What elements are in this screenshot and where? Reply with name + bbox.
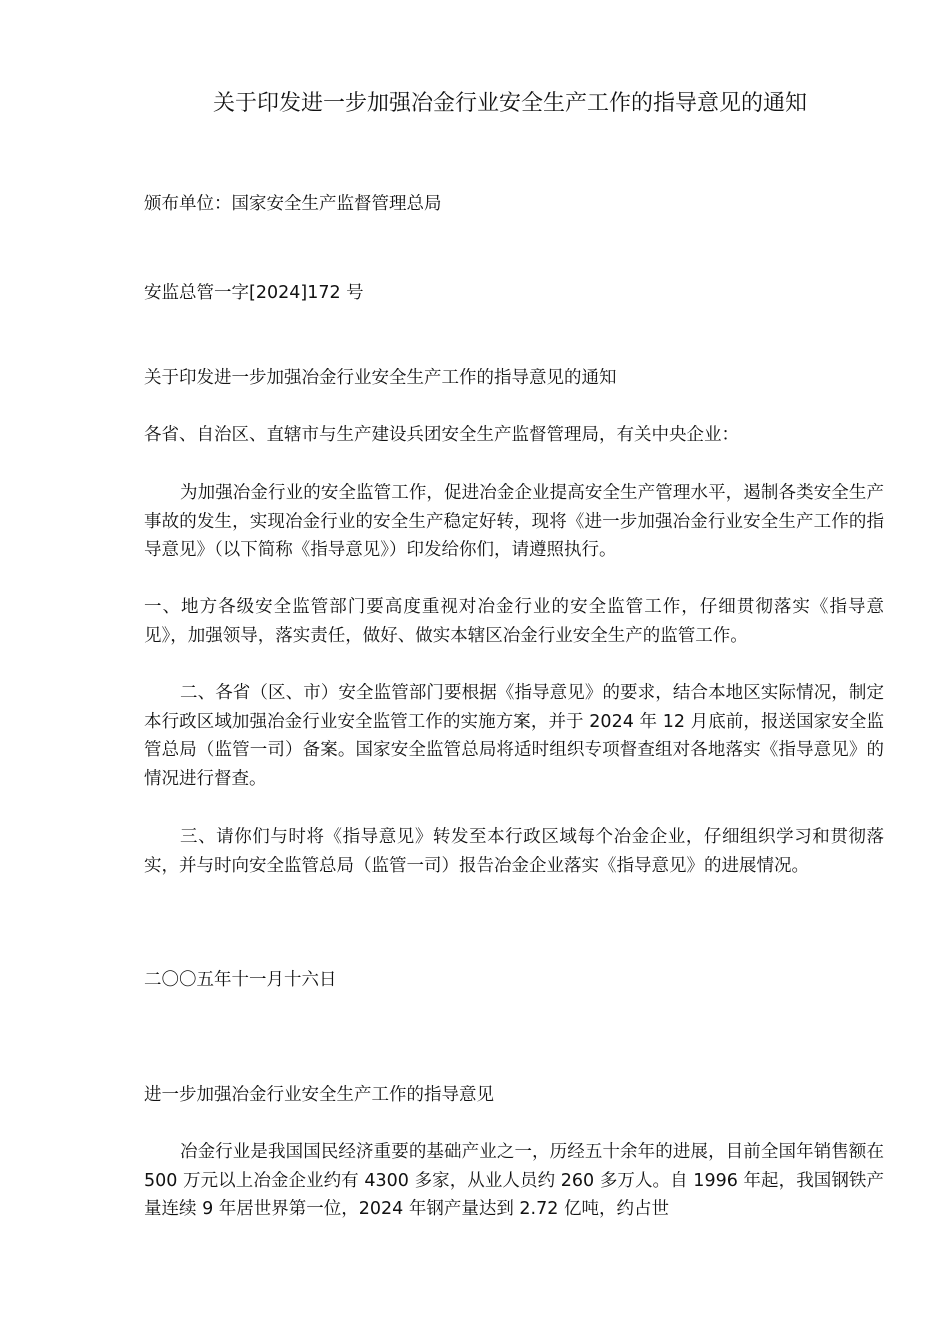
attachment-paragraph: 冶金行业是我国国民经济重要的基础产业之一，历经五十余年的进展，目前全国年销售额在 500 万元以上冶金企业约有 4300 多家，从业人员约 260 多万人。自 1996 年起，我国钢铁产量连续 9 年居世界第一位，2024 年钢产量达到 2.72 亿吨，约占世 (144, 1142, 884, 1219)
intro-paragraph: 为加强冶金行业的安全监管工作，促进冶金企业提高安全生产管理水平，遏制各类安全生产事故的发生，实现冶金行业的安全生产稳定好转，现将《进一步加强冶金行业安全生产工作的指导意见》（以下简称《指导意见》）印发给你们，请遵照执行。 (144, 483, 884, 560)
document-title: 关于印发进一步加强冶金行业安全生产工作的指导意见的通知 (212, 91, 807, 116)
item-2-paragraph: 二、各省（区、市）安全监管部门要根据《指导意见》的要求，结合本地区实际情况，制定本行政区域加强冶金行业安全监管工作的实施方案，并于 2024 年 12 月底前，报送国家安全监管总局（监管一司）备案。国家安全监管总局将适时组织专项督查组对各地落实《指导意见》的情况进行督查。 (144, 683, 884, 789)
item-1-paragraph: 一、地方各级安全监管部门要高度重视对冶金行业的安全监管工作，仔细贯彻落实《指导意见》，加强领导，落实责任，做好、做实本辖区冶金行业安全生产的监管工作。 (144, 597, 884, 646)
notice-heading: 关于印发进一步加强冶金行业安全生产工作的指导意见的通知 (144, 368, 617, 388)
document-number: 安监总管一字[2024]172 号 (144, 283, 364, 303)
issue-date: 二〇〇五年十一月十六日 (144, 970, 337, 990)
attachment-heading: 进一步加强冶金行业安全生产工作的指导意见 (144, 1085, 494, 1105)
issuer-line: 颁布单位：国家安全生产监督管理总局 (144, 194, 442, 214)
addressee-line: 各省、自治区、直辖市与生产建设兵团安全生产监督管理局，有关中央企业： (144, 425, 739, 445)
item-3-paragraph: 三、请你们与时将《指导意见》转发至本行政区域每个冶金企业，仔细组织学习和贯彻落实，并与时向安全监管总局（监管一司）报告冶金企业落实《指导意见》的进展情况。 (144, 827, 884, 876)
